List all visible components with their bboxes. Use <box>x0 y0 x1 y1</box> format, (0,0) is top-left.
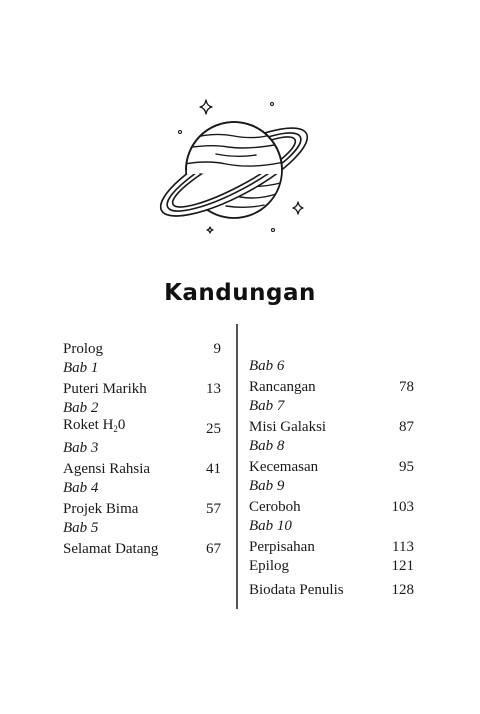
toc-entry-page: 78 <box>399 379 414 395</box>
toc-entry <box>249 477 414 517</box>
toc-entry-page: 103 <box>391 499 414 515</box>
toc-entry <box>249 397 414 437</box>
toc-entry <box>249 437 414 477</box>
column-divider <box>236 324 238 609</box>
toc-entry-title: Perpisahan <box>249 539 315 555</box>
toc-chapter-label: Bab 7 <box>249 398 285 414</box>
toc-entry-title: Selamat Datang <box>63 541 159 557</box>
planet-with-rings-icon <box>156 92 316 242</box>
toc-entry-title: Projek Bima <box>63 501 139 517</box>
toc-entry-title: Ceroboh <box>249 499 301 515</box>
toc-entry <box>63 519 221 559</box>
toc-chapter-label: Bab 2 <box>63 400 99 416</box>
toc-chapter-label: Bab 1 <box>63 360 99 376</box>
toc-entry <box>63 439 221 479</box>
toc-entry-title: Biodata Penulis <box>249 582 344 598</box>
toc-entry-page: 25 <box>206 421 221 437</box>
toc-entry-page: 113 <box>392 539 414 555</box>
toc-entry <box>249 556 414 576</box>
toc-entry <box>249 357 414 397</box>
toc-entry-title: Agensi Rahsia <box>63 461 151 477</box>
toc-chapter-label: Bab 8 <box>249 438 285 454</box>
toc-chapter-label: Bab 3 <box>63 440 99 456</box>
toc-entry <box>249 517 414 557</box>
toc-entry <box>63 339 221 359</box>
toc-entry <box>63 359 221 399</box>
toc-entry-title: Misi Galaksi <box>249 419 327 435</box>
toc-entry-page: 41 <box>206 461 221 477</box>
toc-entry-page: 128 <box>391 582 414 598</box>
toc-entry-page: 121 <box>391 558 414 574</box>
toc-chapter-label: Bab 6 <box>249 358 285 374</box>
toc-entry-title: Puteri Marikh <box>63 381 147 397</box>
toc-entry-page: 87 <box>399 419 414 435</box>
toc-chapter-label: Bab 10 <box>249 518 292 534</box>
toc-entry <box>63 479 221 519</box>
toc-chapter-label: Bab 4 <box>63 480 99 496</box>
toc-entry-page: 67 <box>206 541 221 557</box>
toc-entry-page: 13 <box>206 381 221 397</box>
toc-entry-title: Epilog <box>249 558 289 574</box>
toc-entry-title: Rancangan <box>249 379 316 395</box>
toc-entry-page: 57 <box>206 501 221 517</box>
toc-entry-title: Roket $H_20$ <box>63 417 126 434</box>
toc-entry <box>63 399 221 439</box>
toc-chapter-label: Bab 9 <box>249 478 285 494</box>
toc-entry-title: Prolog <box>63 341 104 357</box>
page-title: Kandungan <box>164 280 316 306</box>
toc-entry-page: 9 <box>213 341 221 357</box>
toc-entry-page: 95 <box>399 459 414 475</box>
toc-chapter-label: Bab 5 <box>63 520 99 536</box>
toc-entry-title: Kecemasan <box>249 459 319 475</box>
toc-entry <box>249 580 414 600</box>
